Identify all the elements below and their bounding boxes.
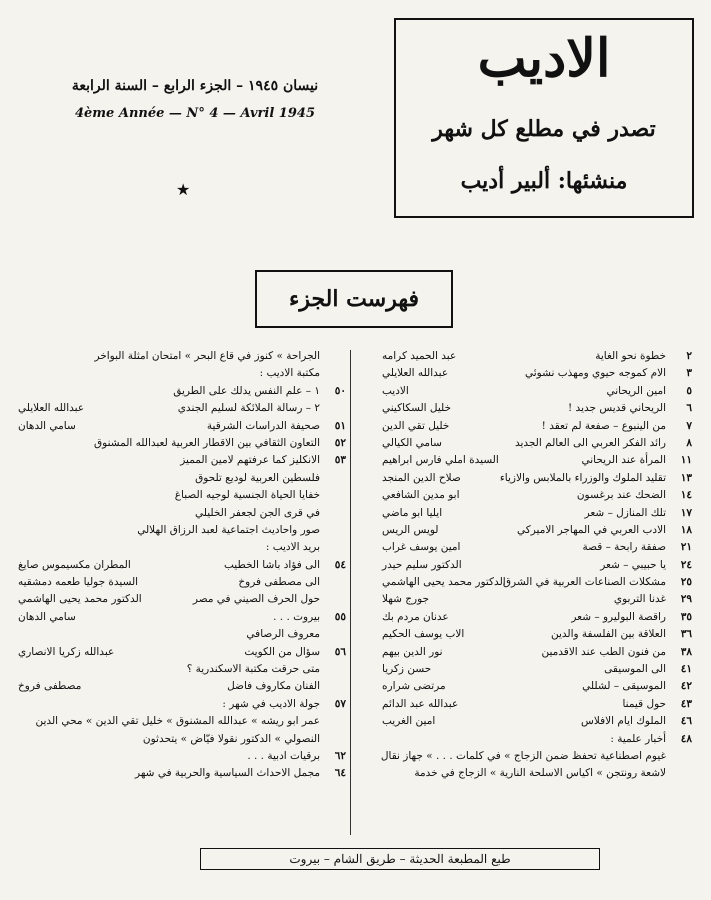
contents-entry (352, 591, 692, 608)
contents-entry (352, 713, 692, 730)
contents-entry (18, 626, 346, 643)
entry-title: عمر ابو ريشه » عبدالله المشنوق » خليل تقي الدين » محي الدين (35, 715, 320, 728)
contents-entry (18, 522, 346, 539)
entry-title: سؤال من الكويت (244, 645, 320, 658)
entry-author: الدكتور سليم حيدر (382, 558, 462, 571)
entry-title: معروف الرصافي (246, 628, 320, 641)
entry-title: حول الحرف الصيني في مصر (192, 593, 320, 606)
contents-entry (352, 470, 692, 487)
contents-entry (352, 557, 692, 574)
masthead-box (394, 18, 694, 218)
entry-title: النصولي » الدكتور نقولا فيّاض » يتحدثون (142, 732, 320, 745)
star-icon: ★ (176, 180, 191, 199)
entry-author: امين الغريب (382, 715, 436, 728)
contents-entry (18, 696, 346, 713)
contents-entry (352, 626, 692, 643)
entry-title: العلاقة بين الفلسفة والدين (550, 628, 666, 641)
contents-entry (18, 539, 346, 556)
contents-entry (352, 661, 692, 678)
entry-author: صلاح الدين المنجد (382, 471, 461, 484)
entry-title: تلك المنازل – شعر (584, 506, 666, 519)
entry-author: سامي الكيالي (382, 436, 442, 449)
contents-entry (18, 365, 346, 382)
page-number: ٤٢ (680, 680, 692, 693)
entry-title: الانكليز كما عرفتهم لامين المميز (180, 454, 320, 467)
page-number: ١٤ (680, 489, 692, 502)
page-number: ١٨ (680, 523, 692, 536)
entry-author: السيدة جوليا طعمه دمشقيه (18, 576, 139, 589)
entry-author: عبدالله العلايلي (18, 402, 85, 415)
page-number: ٣ (686, 367, 692, 380)
entry-title: أخبار علمية : (610, 732, 666, 745)
entry-title: الى مصطفى فروخ (238, 576, 320, 589)
entry-author: جورج شهلا (382, 593, 430, 606)
contents-entry (352, 365, 692, 382)
magazine-tagline: تصدر في مطلع كل شهر (432, 116, 656, 142)
page-number: ٣٦ (680, 628, 692, 641)
continuation-text: غيوم اصطناعية تحفظ ضمن الزجاج » في كلمات . . . » جهاز نقال (380, 749, 666, 762)
contents-entry (18, 661, 346, 678)
contents-left-column (18, 348, 346, 783)
contents-entry (352, 574, 692, 591)
entry-title: في قرى الجن لجعفر الخليلي (195, 506, 320, 519)
entry-author: حسن زكريا (382, 663, 432, 676)
entry-title: متى حرقت مكتبة الاسكندرية ؟ (186, 663, 320, 676)
contents-continuation-line (352, 748, 692, 765)
entry-title: الى الموسيقى (604, 663, 666, 676)
entry-title: الضحك عند برغسون (576, 489, 666, 502)
entry-title: فلسطين العربية لوديع تلحوق (195, 471, 320, 484)
entry-title: صحيفة الدراسات الشرقية (206, 419, 320, 432)
contents-entry (18, 400, 346, 417)
entry-title: الملوك ايام الافلاس (581, 715, 666, 728)
contents-right-column (352, 348, 692, 783)
entry-author: سامي الدهان (18, 610, 76, 623)
entry-title: الجراحة » كنوز في قاع البحر » امتحان امثلة البواخر (94, 350, 320, 362)
page-number: ٥٥ (334, 610, 346, 623)
page-number: ٥٢ (334, 436, 346, 449)
entry-title: مكتبة الاديب : (259, 367, 320, 380)
contents-continuation-line (352, 765, 692, 782)
page-number: ٦٢ (334, 749, 346, 762)
entry-title: حول قيمنا (622, 697, 666, 710)
entry-title: من فنون الطب عند الاقدمين (541, 645, 666, 658)
contents-entry (352, 452, 692, 469)
contents-entry (352, 731, 692, 748)
contents-entry (352, 609, 692, 626)
entry-author: ايليا ابو ماضي (382, 506, 443, 519)
contents-entry (352, 383, 692, 400)
page-number: ٧ (686, 419, 692, 432)
entry-title: مجمل الاحداث السياسية والحربية في شهر (135, 767, 320, 780)
page-number: ٤٣ (680, 697, 692, 710)
entry-author: الدكتور محمد يحيى الهاشمي (18, 593, 142, 606)
entry-author: عبد الحميد كرامه (382, 350, 457, 362)
entry-title: ٢ – رسالة الملائكة لسليم الجندي (177, 402, 320, 415)
contents-entry (18, 609, 346, 626)
page-number: ٢٥ (680, 576, 692, 589)
entry-title: برقيات ادبية . . . (247, 749, 320, 762)
entry-author: عدنان مردم بك (382, 610, 449, 623)
printer-footer: طبع المطبعة الحديثة – طريق الشام – بيروت (200, 848, 600, 870)
contents-entry (18, 748, 346, 765)
contents-entry (18, 713, 346, 730)
magazine-title: الاديب (477, 28, 611, 89)
entry-author: مرتضى شراره (382, 680, 446, 693)
contents-entry (352, 522, 692, 539)
contents-entry (18, 418, 346, 435)
contents-entry (352, 505, 692, 522)
page-number: ٣٨ (680, 645, 692, 658)
entry-author: خليل السكاكيني (382, 402, 451, 415)
contents-entry (352, 487, 692, 504)
entry-author: السيدة املي فارس ابراهيم (382, 454, 499, 467)
page-number: ٦٤ (334, 767, 346, 780)
entry-title: من الينبوع – صفعة لم تعقد ! (541, 419, 666, 432)
issue-line-arabic: نيسان ١٩٤٥ – الجزء الرابع – السنة الرابعة (71, 78, 319, 94)
entry-title: يا حبيبي – شعر (600, 558, 666, 571)
page-number: ٦ (686, 402, 692, 415)
entry-title: الام كموجه حيوي ومهذب نشوئي (525, 367, 666, 380)
contents-entry (18, 591, 346, 608)
entry-title: الريحاني قديس جديد ! (568, 402, 666, 415)
page-number: ٤٨ (680, 732, 692, 745)
contents-entry (18, 470, 346, 487)
entry-author: عبدالله العلايلي (382, 367, 449, 380)
page-number: ٤١ (680, 663, 692, 676)
contents-entry (18, 505, 346, 522)
contents-entry (18, 452, 346, 469)
entry-author: المطران مكسيموس صايغ (18, 558, 131, 571)
entry-title: غدنا التربوي (613, 593, 666, 606)
entry-title: ١ – علم النفس يدلك على الطريق (173, 384, 320, 397)
page-number: ٢٤ (680, 558, 692, 571)
page-number: ٢ (686, 350, 692, 362)
contents-entry (352, 644, 692, 661)
entry-title: رائد الفكر العربي الى العالم الجديد (514, 436, 666, 449)
entry-author: عبدالله زكريا الانصاري (18, 645, 115, 658)
page-number: ٥٧ (334, 697, 346, 710)
entry-title: صور واحاديث اجتماعية لعبد الرزاق الهلالي (137, 523, 320, 536)
page-number: ٤٦ (680, 715, 692, 728)
page-number: ٥٦ (334, 645, 346, 658)
entry-author: امين يوسف غراب (382, 541, 461, 554)
entry-title: الموسيقى – لشللي (582, 680, 666, 693)
contents-entry (18, 731, 346, 748)
contents-entry (352, 400, 692, 417)
entry-author: نور الدين بيهم (382, 645, 443, 658)
page-number: ١٣ (680, 471, 692, 484)
page-number: ٣٥ (680, 610, 692, 623)
contents-title: فهرست الجزء (255, 270, 453, 328)
page-number: ١١ (680, 454, 692, 467)
entry-author: مصطفى فروخ (18, 680, 82, 693)
page-number: ٥٣ (334, 454, 346, 467)
entry-author: سامي الدهان (18, 419, 76, 432)
page-number: ٥١ (334, 419, 346, 432)
page-number: ٢٩ (680, 593, 692, 606)
page-number: ٥٠ (334, 384, 346, 397)
contents-entry (352, 696, 692, 713)
entry-title: الفنان مكاروف فاضل (227, 680, 320, 693)
contents-entry (18, 487, 346, 504)
entry-author: خليل تقي الدين (382, 419, 450, 432)
contents-entry (18, 765, 346, 782)
entry-title: مشكلات الصناعات العربية في الشرق (502, 576, 666, 589)
contents-entry (352, 539, 692, 556)
entry-title: خفايا الحياة الجنسية لوجيه الصباغ (174, 489, 320, 502)
issue-line-french: 4ème Année — N° 4 — Avril 1945 (74, 106, 315, 121)
entry-title: الادب العربي في المهاجر الاميركي (517, 523, 666, 536)
entry-title: بيروت . . . (273, 610, 320, 623)
contents-entry (18, 348, 346, 365)
entry-author: ابو مدين الشافعي (382, 489, 460, 502)
contents-entry (18, 574, 346, 591)
entry-title: الى فؤاد باشا الخطيب (223, 558, 320, 571)
entry-author: الاب يوسف الحكيم (382, 628, 465, 641)
page-number: ٨ (686, 436, 692, 449)
page-number: ١٧ (680, 506, 692, 519)
contents-entry (18, 678, 346, 695)
entry-title: راقصة البوليرو – شعر (571, 610, 666, 623)
continuation-text: لاشعة رونتجن » اكياس الاسلحة النارية » الزجاج في خدمة (414, 767, 666, 780)
contents-entry (352, 348, 692, 365)
entry-title: التعاون الثقافي بين الاقطار العربية لعبدالله المشنوق (94, 436, 320, 449)
entry-title: جولة الاديب في شهر : (222, 697, 320, 710)
entry-title: خطوة نحو الغاية (595, 350, 666, 362)
column-divider (350, 350, 351, 835)
entry-author: الاديب (382, 384, 409, 397)
page-number: ٥ (686, 384, 692, 397)
entry-title: صفقة رابحة – قصة (582, 541, 666, 554)
contents-entry (352, 418, 692, 435)
contents-entry (352, 678, 692, 695)
page-number: ٢١ (680, 541, 692, 554)
entry-title: المرأة عند الريحاني (581, 454, 666, 467)
entry-title: تقليد الملوك والوزراء بالملابس والازياء (499, 471, 666, 484)
magazine-publisher: منشئها: ألبير أديب (460, 168, 628, 194)
contents-entry (18, 644, 346, 661)
page-number: ٥٤ (334, 558, 346, 571)
contents-entry (18, 435, 346, 452)
contents-entry (18, 383, 346, 400)
entry-author: الدكتور محمد يحيى الهاشمي (382, 576, 506, 589)
entry-title: امين الريحاني (606, 384, 666, 397)
entry-author: عبدالله عبد الدائم (382, 697, 459, 710)
contents-entry (18, 557, 346, 574)
entry-author: لويس الريس (382, 523, 439, 536)
entry-title: بريد الاديب : (265, 541, 320, 554)
contents-entry (352, 435, 692, 452)
